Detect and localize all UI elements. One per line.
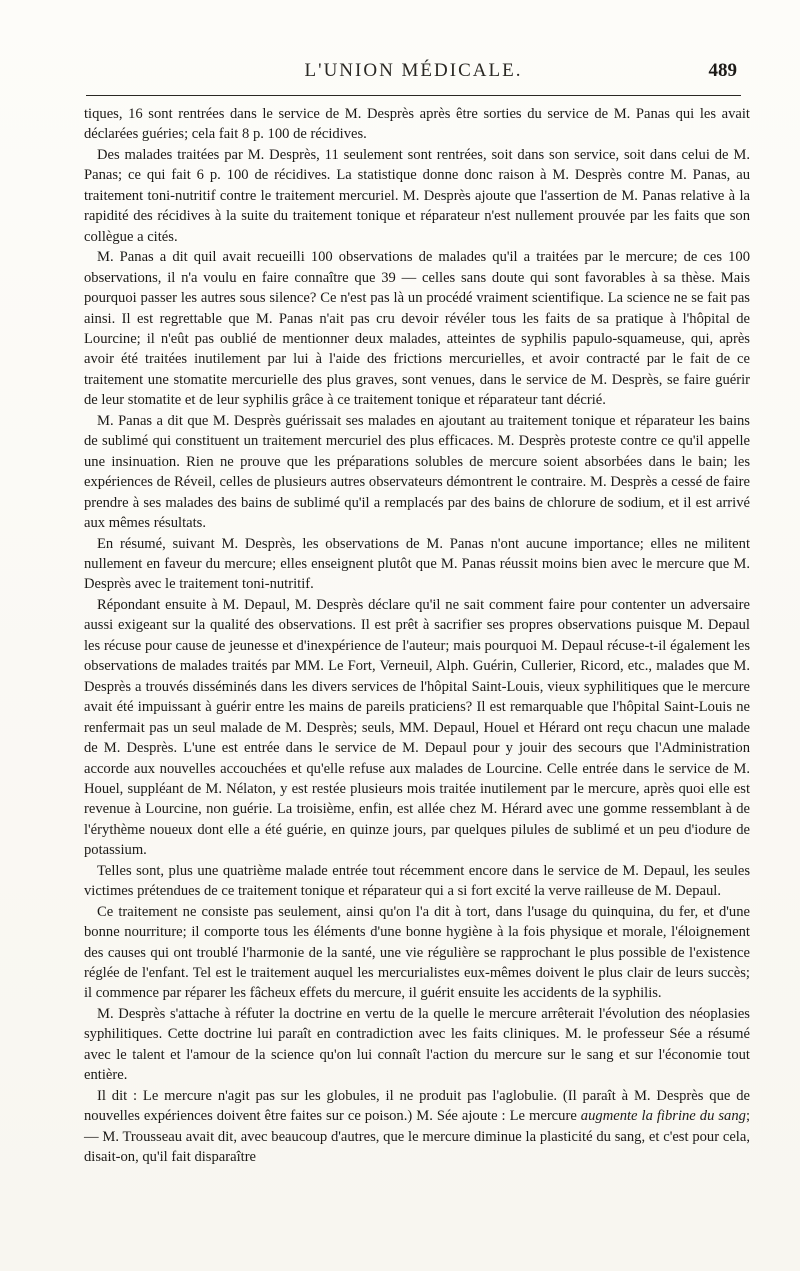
- paragraph-8: Ce traitement ne consiste pas seulement, ainsi qu'on l'a dit à tort, dans l'usage du quinquina, du fer, et d'une bonne nourriture; il comporte tous les éléments d'une bonne hygiène à la fois physique et morale, l'éloignement des causes qui ont troublé l'harmonie de la santé, une vie régulière se rapprochant le plus possible de l'existence réglée de l'enfant. Tel est le traitement auquel les mercurialistes eux-mêmes doivent le plus clair de leurs succès; il commence par réparer les fâcheux effets du mercure, il guérit ensuite les accidents de la syphilis.: [84, 903, 750, 1002]
- paragraph-9: M. Desprès s'attache à réfuter la doctrine en vertu de la quelle le mercure arrêterait l'évolution des néoplasies syphilitiques. Cette doctrine lui paraît en contradiction avec les faits cliniques. M. le professeur Sée a résumé avec le talent et l'amour de la science qu'on lui connaît l'action du mercure sur le sang et sur l'économie tout entière.: [84, 1005, 750, 1084]
- page-number: 489: [708, 60, 737, 81]
- paragraph-7: Telles sont, plus une quatrième malade entrée tout récemment encore dans le service de M. Depaul, les seules victimes prétendues de ce traitement tonique et réparateur qui a si fort excité la verve railleuse de M. Depaul.: [84, 862, 750, 900]
- paragraph-1: tiques, 16 sont rentrées dans le service de M. Desprès après être sorties du service de M. Panas qui les avait déclarées guéries; cela fait 8 p. 100 de récidives.: [84, 106, 750, 143]
- article-body: [84, 104, 750, 1168]
- paragraph-2: Des malades traitées par M. Desprès, 11 seulement sont rentrées, soit dans son service, soit dans celui de M. Panas; ce qui fait 6 p. 100 de récidives. La statistique donne donc raison à M. Desprès contre M. Panas, au traitement toni-nutritif contre le traitement mercuriel. M. Desprès ajoute que l'assertion de M. Panas relative à la rapidité des récidives à la suite du traitement tonique et réparateur n'est nullement prouvée par les faits que son collègue a cités.: [84, 146, 750, 245]
- paragraph-10-italic: augmente la fibrine du sang: [580, 1108, 746, 1125]
- paragraph-6: Répondant ensuite à M. Depaul, M. Desprès déclare qu'il ne sait comment faire pour contenter un adversaire aussi exigeant sur la qualité des observations. Il est prêt à sacrifier ses propres observations puisque M. Depaul les récuse pour cause de jeunesse et d'inexpérience de l'auteur; mais pourquoi M. Depaul récuse-t-il également les observations de malades traités par MM. Le Fort, Verneuil, Alph. Guérin, Cullerier, Ricord, etc., malades que M. Desprès a trouvés disséminés dans les divers services de l'hôpital Saint-Louis, vieux syphilitiques que le mercure avait été impuissant à guérir entre les mains de pareils praticiens? Il est remarquable que l'hôpital Saint-Louis ne renfermait pas un seul malade de M. Desprès; seuls, MM. Depaul, Houel et Hérard ont reçu chacun une malade de M. Desprès. L'une est entrée dans le service de M. Depaul pour y jouir des secours que l'Administration accorde aux nouvelles accouchées et qu'elle refuse aux malades de Lourcine. Celle entrée dans le service de M. Houel, suppléant de M. Nélaton, y est restée plusieurs mois traitée inutilement par le mercure, après quoi elle est revenue à Lourcine, non guérie. La troisième, enfin, est allée chez M. Hérard avec une gomme ressemblant à de l'érythème noueux dont elle a été guérie, en quinze jours, par quelques pilules de sublimé et un peu d'iodure de potassium.: [84, 596, 750, 859]
- paragraph-10: [84, 1086, 750, 1168]
- paragraph-10-text-after: ; — M. Trousseau avait dit, avec beaucoup d'autres, que le mercure diminue la plasticité du sang, et c'est pour cela, disait-on, qu'il fait disparaître: [84, 1108, 751, 1166]
- paragraph-4: M. Panas a dit que M. Desprès guérissait ses malades en ajoutant au traitement tonique et réparateur les bains de sublimé qui constituent un traitement mercuriel des plus efficaces. M. Desprès proteste contre ce qu'il appelle une insinuation. Rien ne prouve que les préparations solubles de mercure soient absorbées dans le bain; les expériences de Réveil, celles de plusieurs autres observateurs démontrent le contraire. M. Desprès a cessé de faire prendre à ses malades des bains de sublimé qu'il a remplacés par des bains de chlorure de sodium, et il est arrivé aux mêmes résultats.: [84, 412, 750, 532]
- page-header: [86, 60, 741, 88]
- paragraph-3: M. Panas a dit quil avait recueilli 100 observations de malades qu'il a traitées par le mercure; de ces 100 observations, il n'a voulu en faire connaître que 39 — celles sans doute qui sont favorables à sa thèse. Mais pourquoi passer les autres sous silence? Ce n'est pas là un procédé vraiment scientifique. La science ne se fait pas ainsi. Il est regrettable que M. Panas n'ait pas cru devoir révéler tous les faits de sa pratique à l'hôpital de Lourcine; il n'eût pas oublié de mentionner deux malades, atteintes de syphilis papulo-squameuse, qui, après avoir été traitées inutilement par lui à l'aide des frictions mercurielles, et avoir contracté par le fait de ce traitement une stomatite mercurielle des plus graves, sont venues, dans le service de M. Desprès, se faire guérir de leur stomatite et de leur syphilis grâce à ce traitement tonique et réparateur tant décrié.: [84, 249, 750, 409]
- paragraph-10-text-before: Il dit : Le mercure n'agit pas sur les globules, il ne produit pas l'aglobulie. (Il paraît à M. Desprès que de nouvelles expériences doivent être faites sur ce poison.) M. Sée ajoute : Le mercure: [84, 1087, 750, 1125]
- running-title: L'UNION MÉDICALE.: [304, 60, 523, 81]
- header-rule: [86, 95, 741, 96]
- paragraph-5: En résumé, suivant M. Desprès, les observations de M. Panas n'ont aucune importance; elles ne militent nullement en faveur du mercure; elles enseignent plutôt que M. Panas réussit moins bien avec le mercure que M. Desprès avec le traitement toni-nutritif.: [84, 535, 750, 593]
